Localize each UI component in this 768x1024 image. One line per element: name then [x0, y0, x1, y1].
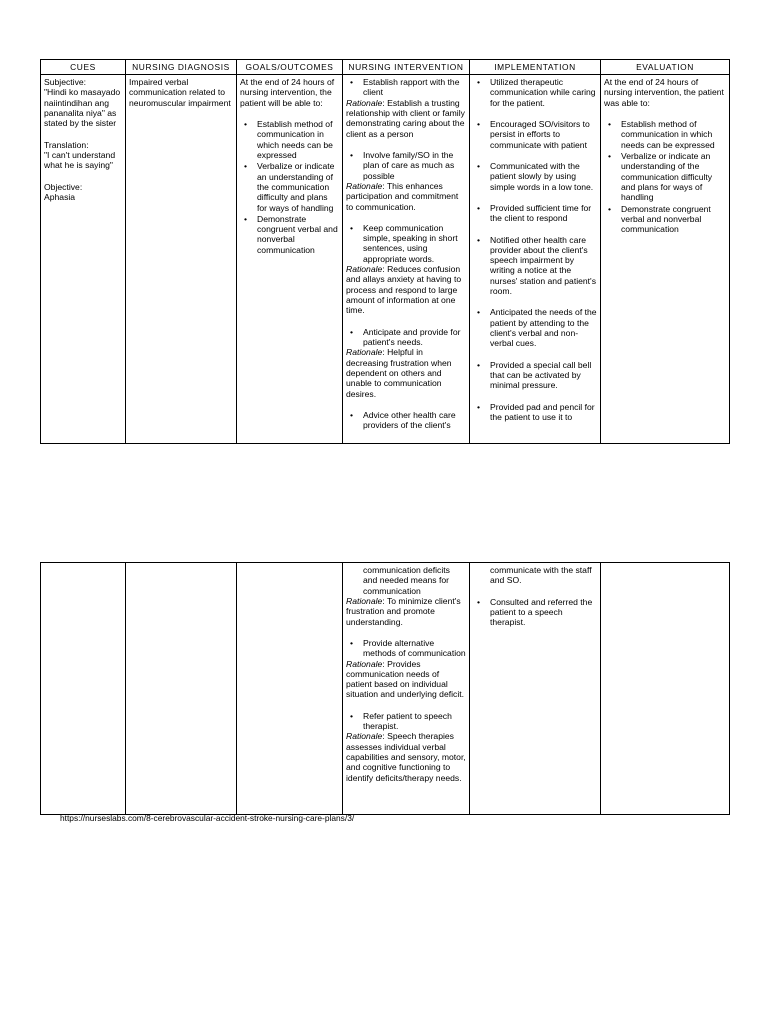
intervention-item: • Refer patient to speech therapist. Rationale: Speech therapies assesses individual verbal capabilities and sensory, motor, and cognitive functioning to identify deficits/therapy needs. [346, 711, 466, 783]
rationale-text: Establish a trusting relationship with client or family demonstrating caring about the client as a person [346, 97, 465, 139]
evaluation-list [604, 119, 726, 234]
intervention-action: • Advice other health care providers of the client's [346, 410, 466, 431]
rationale-label: Rationale [346, 97, 383, 108]
care-plan-table-page-1 [40, 59, 730, 444]
intervention-item: • Involve family/SO in the plan of care as much as possible Rationale: This enhances participation and commitment to communication. [346, 150, 466, 212]
rationale-label: Rationale [346, 180, 383, 191]
table-row [41, 563, 730, 815]
rationale-label: Rationale [346, 658, 383, 669]
header-evaluation: EVALUATION [601, 60, 730, 75]
care-plan-table-page-2 [40, 562, 730, 815]
header-nursing-diagnosis: NURSING DIAGNOSIS [126, 60, 237, 75]
implementation-continuation: communicate with the staff and SO. [490, 565, 592, 586]
translation-label: Translation: [44, 139, 89, 150]
cues-cell [41, 75, 126, 444]
intervention-action: • Keep communication simple, speaking in short sentences, using appropriate words. [346, 223, 466, 264]
rationale-label: Rationale [346, 595, 383, 606]
list-item: • Demonstrate congruent verbal and nonverbal communication [604, 204, 726, 235]
intervention-action: • Refer patient to speech therapist. [346, 711, 466, 732]
header-goals-outcomes: GOALS/OUTCOMES [237, 60, 343, 75]
implementation-list [473, 77, 597, 422]
header-cues: CUES [41, 60, 126, 75]
goals-cell-continued [237, 563, 343, 815]
rationale-text: To minimize client's frustration and promote understanding. [346, 595, 461, 627]
source-url: https://nurseslabs.com/8-cerebrovascular-accident-stroke-nursing-care-plans/3/ [60, 813, 355, 823]
intervention-item: • Keep communication simple, speaking in short sentences, using appropriate words. Rationale: Reduces confusion and allays anxiety at having to process and respond to large amount of information at one time. [346, 223, 466, 316]
implementation-cell [470, 75, 601, 444]
list-item: • Establish method of communication in which needs can be expressed [604, 119, 726, 150]
diagnosis-text: Impaired verbal communication related to neuromuscular impairment [129, 77, 231, 108]
diagnosis-cell [126, 75, 237, 444]
intervention-item: • Provide alternative methods of communication Rationale: Provides communication needs of patient based on individual situation and underlying deficit. [346, 638, 466, 700]
rationale-text: Reduces confusion and allays anxiety at having to process and respond to large amount of information at one time. [346, 264, 462, 316]
goals-cell [237, 75, 343, 444]
list-item: • Verbalize or indicate an understanding of the communication difficulty and plans for ways of handling [240, 161, 339, 213]
list-item: • Provided sufficient time for the client to respond [473, 203, 597, 224]
list-item: • Consulted and referred the patient to a speech therapist. [473, 597, 597, 628]
cues-cell-continued [41, 563, 126, 815]
rationale-label: Rationale [346, 347, 383, 358]
list-item: • Utilized therapeutic communication while caring for the patient. [473, 77, 597, 108]
list-item: • Establish method of communication in which needs can be expressed [240, 119, 339, 160]
goals-intro: At the end of 24 hours of nursing intervention, the patient will be able to: [240, 77, 335, 108]
intervention-action: • Anticipate and provide for patient's needs. [346, 327, 466, 348]
goals-list [240, 119, 339, 255]
list-item: • Communicated with the patient slowly by using simple words in a low tone. [473, 161, 597, 192]
evaluation-intro: At the end of 24 hours of nursing intervention, the patient was able to: [604, 77, 724, 108]
rationale-text: Speech therapies assesses individual verbal capabilities and sensory, motor, and cognitive functioning to identify deficits/therapy needs. [346, 731, 466, 783]
intervention-action: • Provide alternative methods of communication [346, 638, 466, 659]
subjective-text: "Hindi ko masayado naiintindihan ang pananalita niya" as stated by the sister [44, 87, 121, 129]
rationale-text: Helpful in decreasing frustration when dependent on others and unable to communication desires. [346, 347, 452, 399]
intervention-item: • Establish rapport with the client Rationale: Establish a trusting relationship with client or family demonstrating caring about the client as a person [346, 77, 466, 139]
rationale-label: Rationale [346, 731, 383, 742]
subjective-label: Subjective: [44, 77, 87, 88]
rationale-label: Rationale [346, 264, 383, 275]
intervention-list [346, 638, 466, 783]
translation-text: "I can't understand what he is saying" [44, 149, 116, 171]
implementation-cell-continued [470, 563, 601, 815]
table-header-row [41, 60, 730, 75]
list-item: • Encouraged SO/visitors to persist in efforts to communicate with patient [473, 119, 597, 150]
list-item: • Verbalize or indicate an understanding of the communication difficulty and plans for ways of handling [604, 151, 726, 203]
intervention-item: • Anticipate and provide for patient's needs. Rationale: Helpful in decreasing frustration when dependent on others and unable to communication desires. [346, 327, 466, 399]
rationale-text: Provides communication needs of patient based on individual situation and underlying deficit. [346, 658, 465, 700]
evaluation-cell [601, 75, 730, 444]
intervention-list [346, 77, 466, 430]
rationale-text: This enhances participation and commitment to communication. [346, 180, 459, 212]
intervention-item [346, 410, 466, 431]
table-row [41, 75, 730, 444]
list-item: • Anticipated the needs of the patient by attending to the client's verbal and non-verbal cues. [473, 307, 597, 348]
list-item: • Notified other health care provider about the client's speech impairment by writing a notice at the nurses' station and patient's room. [473, 235, 597, 297]
diagnosis-cell-continued [126, 563, 237, 815]
header-nursing-intervention: NURSING INTERVENTION [343, 60, 470, 75]
evaluation-cell-continued [601, 563, 730, 815]
header-implementation: IMPLEMENTATION [470, 60, 601, 75]
intervention-continuation: communication deficits and needed means for communication [363, 565, 450, 596]
intervention-cell [343, 75, 470, 444]
intervention-action: • Establish rapport with the client [346, 77, 466, 98]
intervention-action: • Involve family/SO in the plan of care as much as possible [346, 150, 466, 181]
intervention-cell-continued: communication deficits and needed means for communication Rationale: To minimize client's frustration and promote understanding. • Provide alternative methods of communication Rationale: Provides communication needs of patient based on individual situation and underlying deficit. • Refer patient to speech therapist. Rationale: Speech therapies assesses individual verbal capabilities and sensory, motor, and cognitive functioning to identify deficits/therapy needs. [343, 563, 470, 815]
list-item: • Provided a special call bell that can be activated by minimal pressure. [473, 360, 597, 391]
list-item: • Demonstrate congruent verbal and nonverbal communication [240, 214, 339, 255]
implementation-list [473, 597, 597, 628]
objective-text: Aphasia [44, 191, 76, 202]
objective-label: Objective: [44, 181, 83, 192]
list-item: • Provided pad and pencil for the patient to use it to [473, 402, 597, 423]
